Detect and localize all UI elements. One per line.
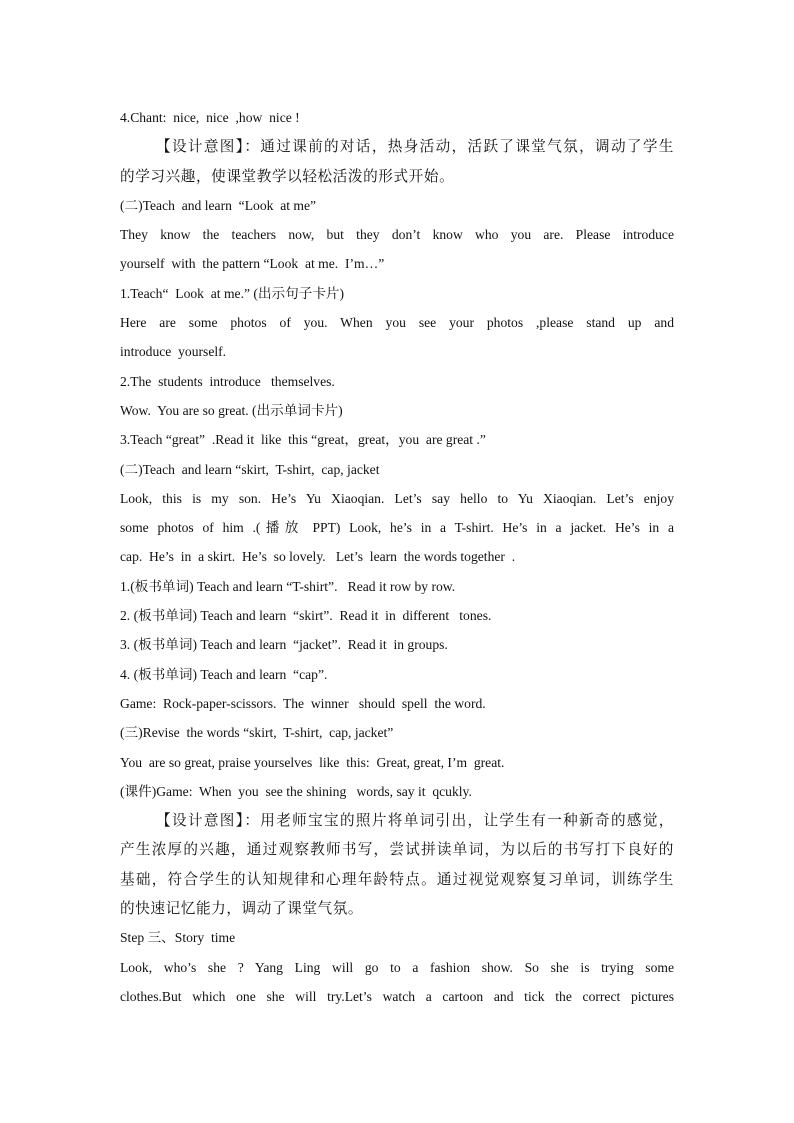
text-line: 2.The students introduce themselves. — [120, 373, 335, 389]
design-intent-line-2: 产生浓厚的兴趣，通过观察教师书写，尝试拼读单词，为以后的书写打下良好的 — [120, 841, 674, 859]
text-line: You are so great, praise yourselves like this: Great, great, I’m great. — [120, 754, 505, 770]
text-line: Look, this is my son. He’s Yu Xiaoqian. Let’s say hello to Yu Xiaoqian. Let’s enjoy — [120, 490, 674, 506]
text-line: 1.Teach“ Look at me.” (出示句子卡片) — [120, 285, 345, 301]
text-line: 3. (板书单词) Teach and learn “jacket”. Read it in groups. — [120, 637, 448, 653]
text-line: Wow. You are so great. (出示单词卡片) — [120, 402, 343, 418]
design-intent-line-2: 的学习兴趣，使课堂教学以轻松活泼的形式开始。 — [120, 167, 455, 185]
document-body — [120, 103, 674, 1011]
design-intent-line-1: 【设计意图】：用老师宝宝的照片将单词引出，让学生有一种新奇的感觉， — [156, 812, 674, 830]
section-heading-story-time: Step 三、Story time — [120, 930, 236, 946]
text-line: They know the teachers now, but they don’t know who you are. Please introduce — [120, 227, 674, 243]
design-intent-line-1: 【设计意图】：通过课前的对话，热身活动，活跃了课堂气氛，调动了学生 — [156, 138, 674, 156]
design-intent-line-3: 基础，符合学生的认知规律和心理年龄特点。通过视觉观察复习单词，训练学生 — [120, 870, 674, 888]
text-line: Game: Rock-paper-scissors. The winner should spell the word. — [120, 695, 486, 711]
section-heading-revise: (三)Revise the words “skirt, T-shirt, cap, jacket” — [120, 725, 394, 741]
text-line: some photos of him .(播放 PPT) Look, he’s in a T-shirt. He’s in a jacket. He’s in a — [120, 520, 674, 536]
section-heading-clothes: (二)Teach and learn “skirt, T-shirt, cap, jacket — [120, 461, 380, 477]
text-line: clothes.But which one she will try.Let’s watch a cartoon and tick the correct pictures — [120, 988, 674, 1004]
design-intent-line-4: 的快速记忆能力，调动了课堂气氛。 — [120, 900, 364, 918]
text-line: Here are some photos of you. When you see your photos ,please stand up and — [120, 315, 674, 331]
section-heading-look-at-me: (二)Teach and learn “Look at me” — [120, 197, 317, 213]
text-line: (课件)Game: When you see the shining words, say it qcukly. — [120, 783, 472, 799]
text-line: introduce yourself. — [120, 344, 227, 360]
text-line: 3.Teach “great” .Read it like this “great，great，you are great .” — [120, 432, 486, 448]
text-line: 2. (板书单词) Teach and learn “skirt”. Read it in different tones. — [120, 608, 492, 624]
text-line: yourself with the pattern “Look at me. I’m…” — [120, 256, 385, 272]
text-line: cap. He’s in a skirt. He’s so lovely. Let’s learn the words together . — [120, 549, 516, 565]
text-line: 1.(板书单词) Teach and learn “T-shirt”. Read it row by row. — [120, 578, 456, 594]
text-line: Look, who’s she ? Yang Ling will go to a fashion show. So she is trying some — [120, 959, 674, 975]
text-line-chant: 4.Chant: nice, nice ,how nice ! — [120, 110, 300, 125]
text-line: 4. (板书单词) Teach and learn “cap”. — [120, 666, 328, 682]
